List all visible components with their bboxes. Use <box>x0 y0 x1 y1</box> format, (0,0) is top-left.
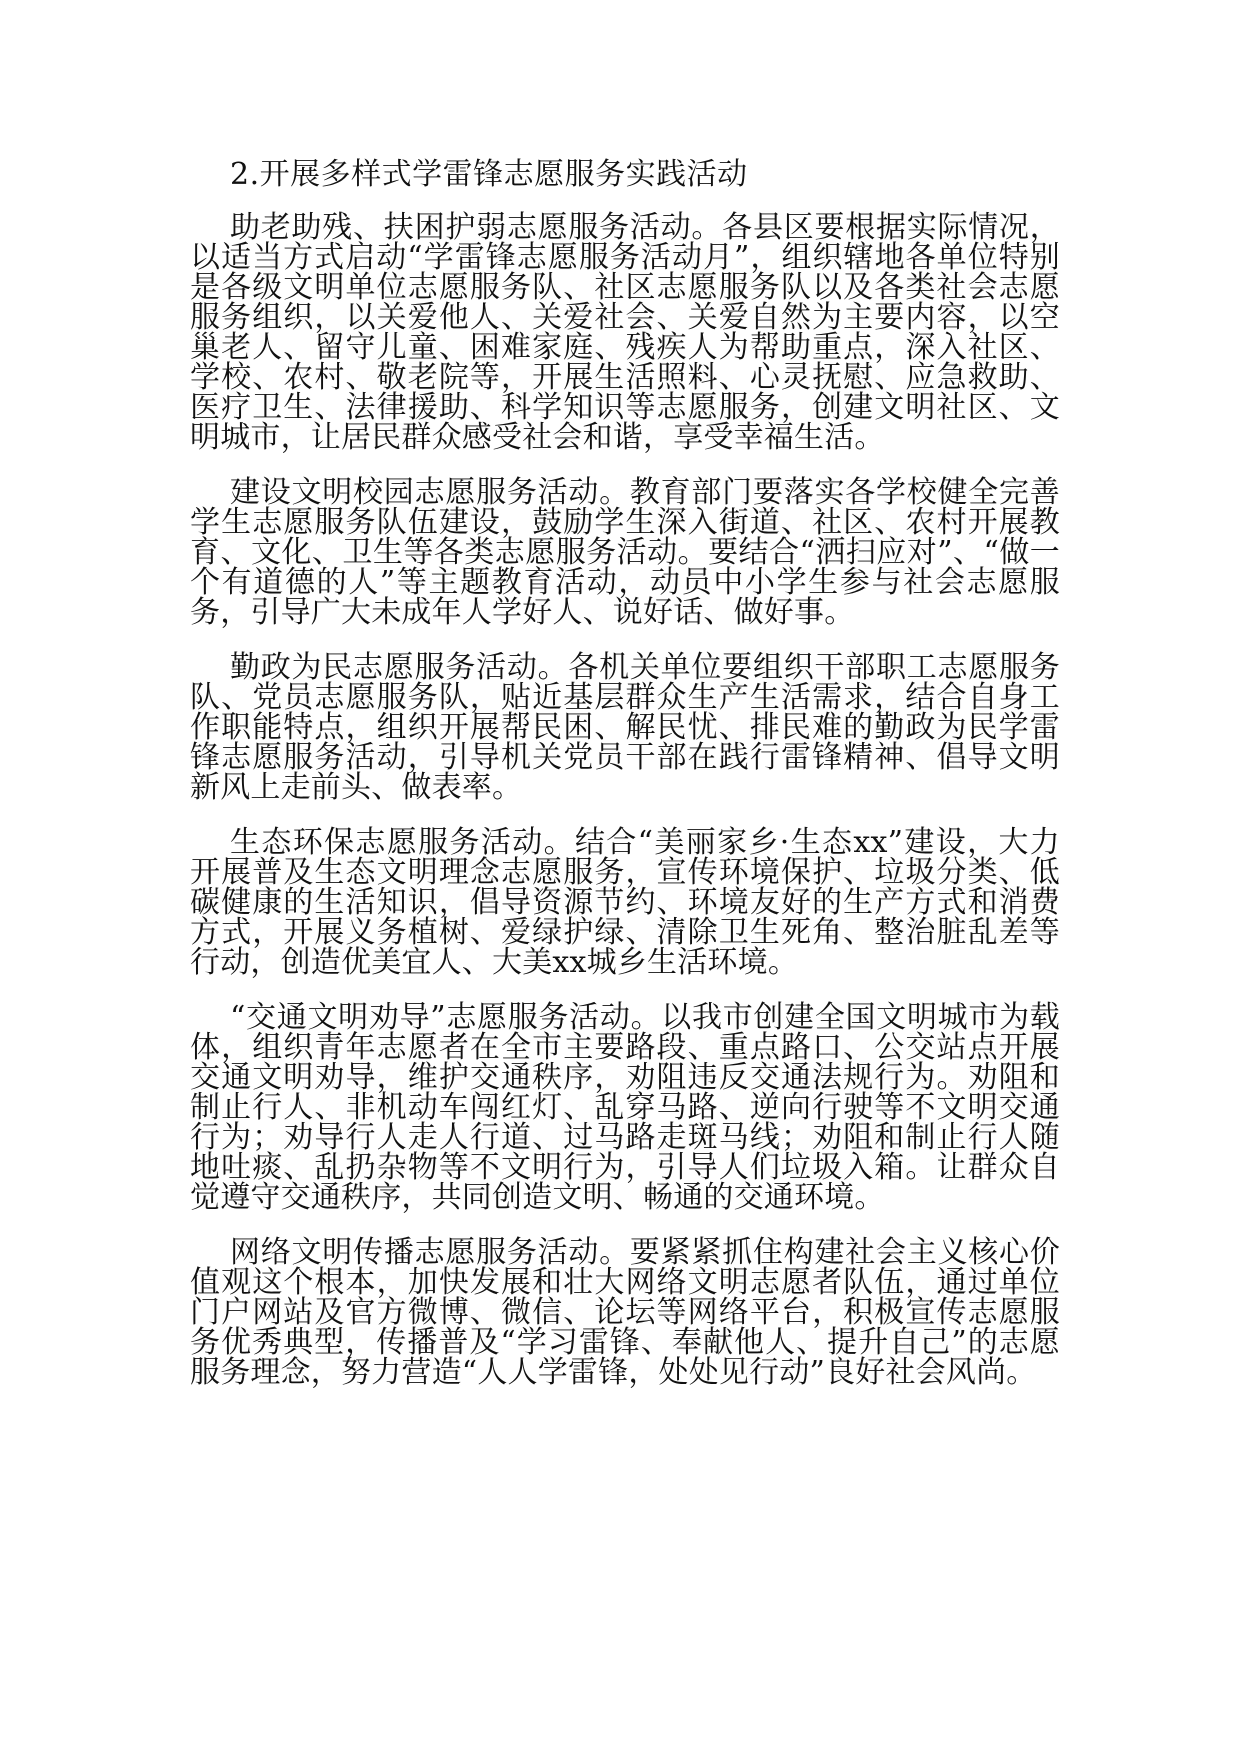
document-page <box>190 157 1060 1413</box>
paragraph-internet: 网络文明传播志愿服务活动。要紧紧抓住构建社会主义核心价值观这个根本，加快发展和壮大网络文明志愿者队伍，通过单位门户网站及官方微博、微信、论坛等网络平台，积极宣传志愿服务优秀典型，传播普及“学习雷锋、奉献他人、提升自己”的志愿服务理念，努力营造“人人学雷锋，处处见行动”良好社会风尚。 <box>190 1235 1060 1390</box>
paragraph-environment: 生态环保志愿服务活动。结合“美丽家乡·生态xx”建设，大力开展普及生态文明理念志愿服务，宣传环境保护、垃圾分类、低碳健康的生活知识，倡导资源节约、环境友好的生产方式和消费方式，开展义务植树、爱绿护绿、清除卫生死角、整治脏乱差等行动，创造优美宜人、大美xx城乡生活环境。 <box>190 825 1060 980</box>
paragraph-campus: 建设文明校园志愿服务活动。教育部门要落实各学校健全完善学生志愿服务队伍建设，鼓励学生深入街道、社区、农村开展教育、文化、卫生等各类志愿服务活动。要结合“洒扫应对”、“做一个有道德的人”等主题教育活动，动员中小学生参与社会志愿服务，引导广大未成年人学好人、说好话、做好事。 <box>190 475 1060 630</box>
section-heading: 2.开展多样式学雷锋志愿服务实践活动 <box>230 157 748 192</box>
paragraph-government: 勤政为民志愿服务活动。各机关单位要组织干部职工志愿服务队、党员志愿服务队，贴近基层群众生产生活需求，结合自身工作职能特点，组织开展帮民困、解民忧、排民难的勤政为民学雷锋志愿服务活动，引导机关党员干部在践行雷锋精神、倡导文明新风上走前头、做表率。 <box>190 650 1060 805</box>
paragraph-elderly-disabled: 助老助残、扶困护弱志愿服务活动。各县区要根据实际情况，以适当方式启动“学雷锋志愿服务活动月”，组织辖地各单位特别是各级文明单位志愿服务队、社区志愿服务队以及各类社会志愿服务组织，以关爱他人、关爱社会、关爱自然为主要内容，以空巢老人、留守儿童、困难家庭、残疾人为帮助重点，深入社区、学校、农村、敬老院等，开展生活照料、心灵抚慰、应急救助、医疗卫生、法律援助、科学知识等志愿服务，创建文明社区、文明城市，让居民群众感受社会和谐，享受幸福生活。 <box>190 210 1060 455</box>
paragraph-traffic: “交通文明劝导”志愿服务活动。以我市创建全国文明城市为载体，组织青年志愿者在全市主要路段、重点路口、公交站点开展交通文明劝导，维护交通秩序，劝阻违反交通法规行为。劝阻和制止行人、非机动车闯红灯、乱穿马路、逆向行驶等不文明交通行为；劝导行人走人行道、过马路走斑马线；劝阻和制止行人随地吐痰、乱扔杂物等不文明行为，引导人们垃圾入箱。让群众自觉遵守交通秩序，共同创造文明、畅通的交通环境。 <box>190 1000 1060 1215</box>
